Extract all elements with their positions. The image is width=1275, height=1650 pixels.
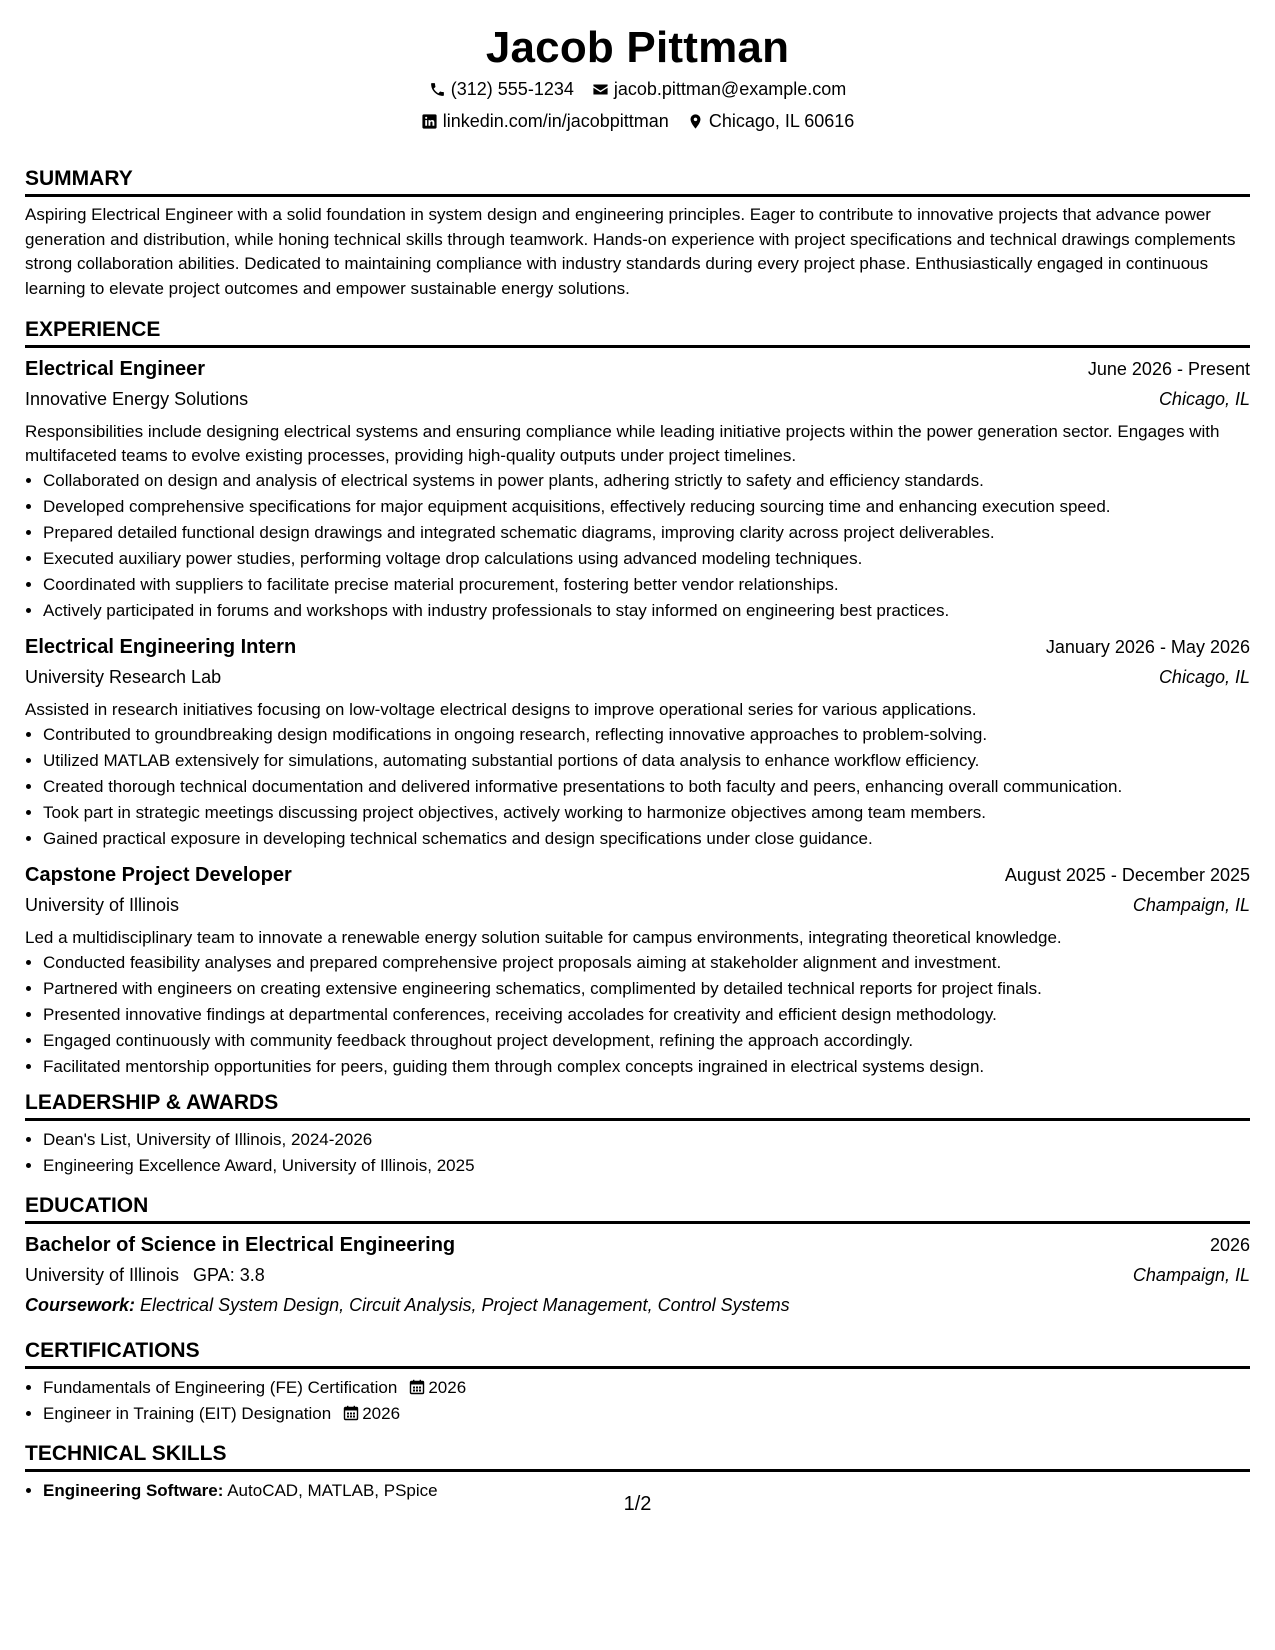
certification-year: 2026 [428,1378,467,1397]
job-dates: August 2025 - December 2025 [1004,865,1250,885]
phone-text: (312) 555-1234 [450,79,574,99]
job-bullet: • Facilitated mentorship opportunities for peers, guiding them through complex concepts ingrained in electrical systems design. [43,1054,1250,1080]
linkedin-link[interactable]: linkedin.com/in/jacobpittman [442,111,669,131]
envelope-icon [592,80,610,98]
job-bullet: • Collaborated on design and analysis of electrical systems in power plants, adhering strictly to safety and efficiency standards. [43,468,1250,494]
leadership-list [25,1127,1250,1179]
job-entry [25,632,1250,852]
degree-title: Bachelor of Science in Electrical Engineering [25,1234,456,1256]
job-bullet: • Conducted feasibility analyses and prepared comprehensive project proposals aiming at stakeholder alignment and investment. [43,950,1250,976]
certifications-heading: CERTIFICATIONS [25,1338,1250,1369]
job-title: Electrical Engineering Intern [25,636,297,658]
job-location: Chicago, IL [1158,389,1250,409]
job-location: Champaign, IL [1132,895,1250,915]
job-description: Assisted in research initiatives focusing on low-voltage electrical designs to improve operational series for various applications. [25,700,977,719]
job-bullet: • Actively participated in forums and workshops with industry professionals to stay informed on engineering best practices. [43,598,1250,624]
school-line [25,1260,265,1290]
job-location: Chicago, IL [1158,667,1250,687]
calendar-icon [409,1379,425,1395]
job-bullet: • Engaged continuously with community feedback throughout project development, refining the approach accordingly. [43,1028,1250,1054]
job-bullet: • Developed comprehensive specifications for major equipment acquisitions, effectively reducing sourcing time and enhancing execution speed. [43,494,1250,520]
job-bullets [25,950,1250,1080]
job-entry [25,354,1250,624]
job-bullet: • Contributed to groundbreaking design modifications in ongoing research, reflecting innovative approaches to problem-solving. [43,722,1250,748]
certifications-section [25,1338,1250,1427]
job-bullet: • Prepared detailed functional design drawings and integrated schematic diagrams, improving clarity across project deliverables. [43,520,1250,546]
skills-heading: TECHNICAL SKILLS [25,1441,1250,1472]
job-dates: January 2026 - May 2026 [1045,637,1250,657]
candidate-name: Jacob Pittman [485,23,790,72]
contact-phone [429,78,574,100]
job-bullet: • Utilized MATLAB extensively for simulations, automating substantial portions of data analysis to enhance workflow efficiency. [43,748,1250,774]
resume-page [25,0,1250,1504]
summary-heading: SUMMARY [25,166,1250,197]
school-location: Champaign, IL [1132,1265,1250,1285]
job-bullet: • Presented innovative findings at departmental conferences, receiving accolades for creativity and efficient design methodology. [43,1002,1250,1028]
experience-heading: EXPERIENCE [25,317,1250,348]
contact-location [687,110,854,132]
coursework-text: Electrical System Design, Circuit Analysis, Project Management, Control Systems [140,1295,790,1315]
resume-header [25,0,1250,132]
job-entry [25,860,1250,1080]
certification-list [25,1375,1250,1427]
job-title: Capstone Project Developer [25,864,292,886]
job-bullet: • Took part in strategic meetings discussing project objectives, actively working to harmonize objectives among team members. [43,800,1250,826]
certification-name: Engineer in Training (EIT) Designation [43,1404,332,1423]
job-bullet: • Executed auxiliary power studies, performing voltage drop calculations using advanced modeling techniques. [43,546,1250,572]
award-item: • Dean's List, University of Illinois, 2024-2026 [43,1127,1250,1153]
experience-section [25,317,1250,1080]
award-item: • Engineering Excellence Award, University of Illinois, 2025 [43,1153,1250,1179]
gpa: GPA: 3.8 [193,1265,265,1285]
job-title: Electrical Engineer [25,358,206,380]
school-name: University of Illinois [25,1265,180,1285]
summary-section [25,166,1250,301]
job-dates: June 2026 - Present [1087,359,1250,379]
leadership-section [25,1090,1250,1179]
contact-email[interactable] [592,78,846,100]
job-organization: University Research Lab [25,667,222,687]
job-bullet: • Partnered with engineers on creating extensive engineering schematics, complimented by detailed technical reports for project finals. [43,976,1250,1002]
location-text: Chicago, IL 60616 [708,111,855,131]
email-link[interactable]: jacob.pittman@example.com [613,79,847,99]
skill-label: Engineering Software: [43,1481,224,1500]
certification-year: 2026 [362,1404,401,1423]
coursework-line [25,1290,1250,1320]
job-bullet: • Coordinated with suppliers to facilitate precise material procurement, fostering better vendor relationships. [43,572,1250,598]
job-organization: University of Illinois [25,895,180,915]
certification-name: Fundamentals of Engineering (FE) Certification [43,1378,398,1397]
linkedin-icon [421,112,439,130]
job-description: Responsibilities include designing electrical systems and ensuring compliance while leading initiative projects within the power generation sector. Engages with multifaceted teams to evolve existing processes, providing high-quality outputs under project timelines. [25,422,1220,465]
contact-row-primary [25,78,1250,100]
summary-text: Aspiring Electrical Engineer with a solid foundation in system design and engineering principles. Eager to contribute to innovative projects that advance power generation and distribution, while honing technical skills through teamwork. Hands-on experience with project specifications and technical drawings complements strong collaboration abilities. Dedicated to maintaining compliance with industry standards during every project phase. Enthusiastically engaged in continuous learning to elevate project outcomes and empower sustainable energy solutions. [25,205,1236,298]
graduation-year: 2026 [1209,1235,1250,1255]
job-organization: Innovative Energy Solutions [25,389,249,409]
phone-icon [429,80,447,98]
certification-item [43,1375,1250,1401]
job-bullets [25,722,1250,852]
job-bullets [25,468,1250,624]
job-bullet: • Created thorough technical documentation and delivered informative presentations to both faculty and peers, enhancing overall communication. [43,774,1250,800]
education-section [25,1193,1250,1320]
contact-linkedin[interactable] [421,110,669,132]
education-heading: EDUCATION [25,1193,1250,1224]
certification-item [43,1401,1250,1427]
job-bullet: • Gained practical exposure in developing technical schematics and design specifications under close guidance. [43,826,1250,852]
calendar-icon [343,1405,359,1421]
contact-row-secondary [25,110,1250,132]
leadership-heading: LEADERSHIP & AWARDS [25,1090,1250,1121]
job-description: Led a multidisciplinary team to innovate a renewable energy solution suitable for campus environments, integrating theoretical knowledge. [25,928,1062,947]
coursework-label: Coursework: [25,1295,136,1315]
page-number: 1/2 [623,1493,652,1515]
map-pin-icon [687,112,705,130]
skill-value: AutoCAD, MATLAB, PSpice [227,1481,438,1500]
